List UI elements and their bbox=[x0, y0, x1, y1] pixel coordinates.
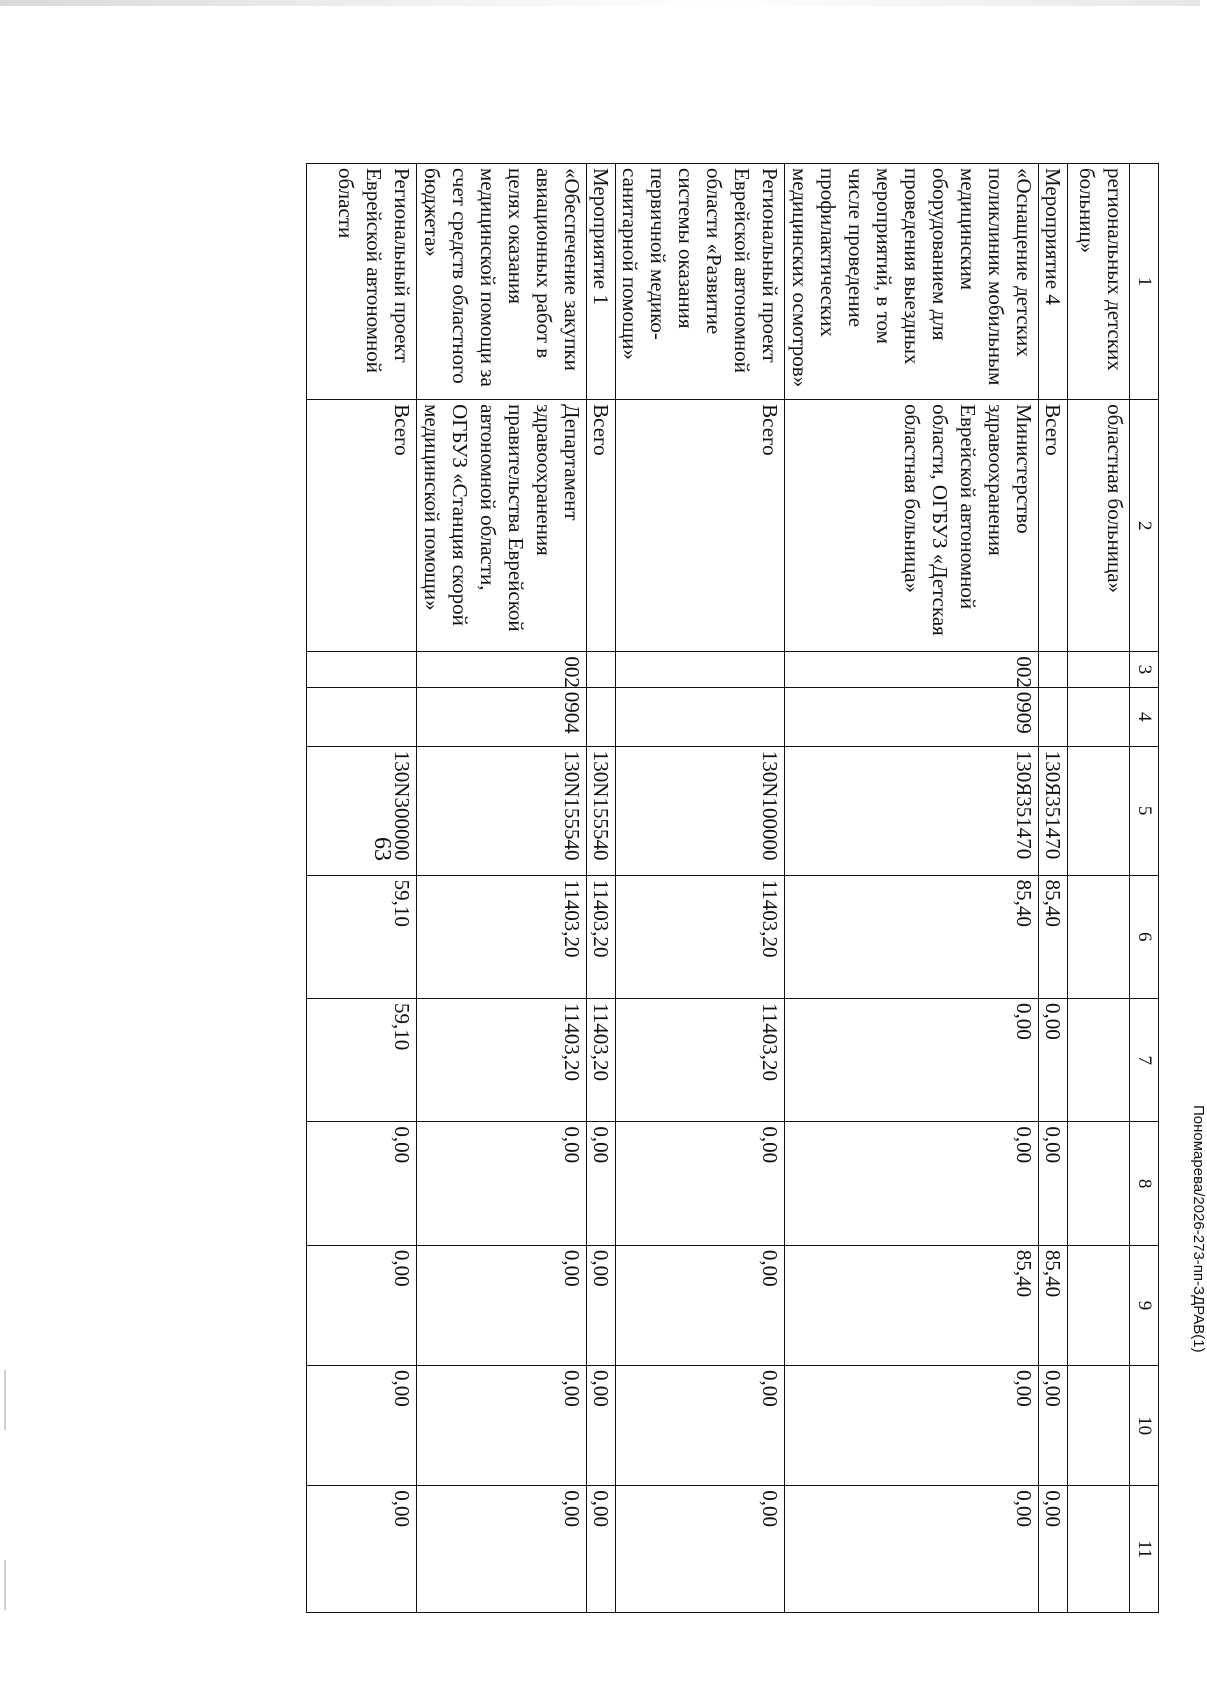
table-cell: 11403,20 bbox=[587, 999, 616, 1122]
table-cell: Всего bbox=[587, 400, 616, 652]
table-cell: региональных детских больниц» bbox=[1068, 164, 1130, 400]
table-cell bbox=[1068, 1366, 1130, 1486]
table-cell bbox=[587, 652, 616, 687]
table-cell: 0,00 bbox=[616, 1486, 785, 1613]
table-row bbox=[1068, 164, 1130, 1613]
table-cell: Департамент здравоохранения правительства Еврейской автономной области, ОГБУЗ «Станция скорой медицинской помощи» bbox=[417, 400, 587, 652]
table-cell: 002 bbox=[785, 652, 1039, 687]
page-number: 63 bbox=[369, 837, 395, 861]
table-cell: Министерство здравоохранения Еврейской автономной области, ОГБУЗ «Детская областная больница» bbox=[785, 400, 1039, 652]
footer-code: Пономарева/2026-273-пп-ЗДРАВ(1) bbox=[1190, 1105, 1207, 1353]
table-cell: 0,00 bbox=[417, 1245, 587, 1365]
table-cell: «Оснащение детских поликлиник мобильным медицинским оборудованием для проведения выездных мероприятий, в том числе проведение профилактических медицинских осмотров» bbox=[785, 164, 1039, 400]
column-number: 1 bbox=[1130, 164, 1159, 400]
column-number: 4 bbox=[1130, 687, 1159, 746]
column-number: 3 bbox=[1130, 652, 1159, 687]
table-cell: 0,00 bbox=[417, 1122, 587, 1245]
table-cell: 11403,20 bbox=[616, 875, 785, 998]
column-number: 6 bbox=[1130, 875, 1159, 998]
table-cell: Мероприятие 1 bbox=[587, 164, 616, 400]
table-cell: 85,40 bbox=[1039, 1245, 1068, 1365]
table-cell: 0,00 bbox=[1039, 1122, 1068, 1245]
table-cell: 0,00 bbox=[616, 1245, 785, 1365]
table-cell: 0,00 bbox=[785, 999, 1039, 1122]
table-cell bbox=[1068, 1486, 1130, 1613]
table-cell: 0,00 bbox=[1039, 999, 1068, 1122]
table-cell: 85,40 bbox=[785, 1245, 1039, 1365]
table-cell: 0,00 bbox=[785, 1366, 1039, 1486]
column-number: 7 bbox=[1130, 999, 1159, 1122]
table-row bbox=[307, 164, 417, 1613]
table-cell: 85,40 bbox=[1039, 875, 1068, 998]
table-cell: 59,10 bbox=[307, 999, 417, 1122]
table-cell: 002 bbox=[417, 652, 587, 687]
table-cell: 0,00 bbox=[307, 1245, 417, 1365]
table-cell bbox=[1039, 652, 1068, 687]
table-cell bbox=[1068, 1245, 1130, 1365]
table-row bbox=[417, 164, 587, 1613]
table-cell: Всего bbox=[307, 400, 417, 652]
table-cell: 85,40 bbox=[785, 875, 1039, 998]
table-cell bbox=[307, 687, 417, 746]
column-number: 5 bbox=[1130, 746, 1159, 875]
table-cell bbox=[1039, 687, 1068, 746]
table-cell bbox=[1068, 652, 1130, 687]
table-cell: 0904 bbox=[417, 687, 587, 746]
table-cell bbox=[307, 652, 417, 687]
table-cell: 59,10 bbox=[307, 875, 417, 998]
table-cell: 130N300000 bbox=[307, 746, 417, 875]
table-row bbox=[785, 164, 1039, 1613]
scan-mark bbox=[4, 1560, 6, 1610]
table-cell: 130N155540 bbox=[417, 746, 587, 875]
table-cell: Всего bbox=[616, 400, 785, 652]
table-cell: Региональный проект Еврейской автономной области «Развитие системы оказания первичной медико-санитарной помощи» bbox=[616, 164, 785, 400]
budget-table bbox=[306, 163, 1159, 1613]
table-cell: 11403,20 bbox=[616, 999, 785, 1122]
table-cell bbox=[1068, 875, 1130, 998]
table-cell: 0,00 bbox=[307, 1486, 417, 1613]
table-cell bbox=[1068, 1122, 1130, 1245]
table-cell: областная больница» bbox=[1068, 400, 1130, 652]
table-cell: 0,00 bbox=[1039, 1366, 1068, 1486]
table-cell: 130Я351470 bbox=[1039, 746, 1068, 875]
table-cell: 130N155540 bbox=[587, 746, 616, 875]
table-cell: 0,00 bbox=[417, 1486, 587, 1613]
table-cell bbox=[1068, 999, 1130, 1122]
column-number-row bbox=[1130, 164, 1159, 1613]
table-cell: 11403,20 bbox=[587, 875, 616, 998]
scan-mark bbox=[4, 1370, 6, 1430]
table-cell: 0,00 bbox=[587, 1245, 616, 1365]
table-cell: 0,00 bbox=[587, 1122, 616, 1245]
column-number: 9 bbox=[1130, 1245, 1159, 1365]
table-cell bbox=[1068, 746, 1130, 875]
table-cell: 0,00 bbox=[417, 1366, 587, 1486]
table-cell: 0,00 bbox=[616, 1366, 785, 1486]
table-cell bbox=[587, 687, 616, 746]
table-cell: 130N100000 bbox=[616, 746, 785, 875]
table-cell: 11403,20 bbox=[417, 999, 587, 1122]
rotated-page bbox=[185, 0, 1207, 1685]
table-cell: 0,00 bbox=[307, 1122, 417, 1245]
table-cell: Мероприятие 4 bbox=[1039, 164, 1068, 400]
table-cell: 130Я351470 bbox=[785, 746, 1039, 875]
column-number: 8 bbox=[1130, 1122, 1159, 1245]
table-cell bbox=[616, 687, 785, 746]
table-cell: Всего bbox=[1039, 400, 1068, 652]
column-number: 2 bbox=[1130, 400, 1159, 652]
table-row bbox=[1039, 164, 1068, 1613]
table-cell: 0,00 bbox=[307, 1366, 417, 1486]
table-cell: Региональный проект Еврейской автономной области bbox=[307, 164, 417, 400]
table-cell: 0909 bbox=[785, 687, 1039, 746]
table-cell: 0,00 bbox=[785, 1486, 1039, 1613]
table-cell bbox=[616, 652, 785, 687]
table-cell: 11403,20 bbox=[417, 875, 587, 998]
table-row bbox=[587, 164, 616, 1613]
table-cell: 0,00 bbox=[587, 1366, 616, 1486]
table-cell: 0,00 bbox=[1039, 1486, 1068, 1613]
column-number: 11 bbox=[1130, 1486, 1159, 1613]
table-cell: 0,00 bbox=[587, 1486, 616, 1613]
table-cell: 0,00 bbox=[616, 1122, 785, 1245]
table-cell: «Обеспечение закупки авиационных работ в целях оказания медицинской помощи за счет средств областного бюджета» bbox=[417, 164, 587, 400]
table-row bbox=[616, 164, 785, 1613]
column-number: 10 bbox=[1130, 1366, 1159, 1486]
table-cell bbox=[1068, 687, 1130, 746]
table-cell: 0,00 bbox=[785, 1122, 1039, 1245]
